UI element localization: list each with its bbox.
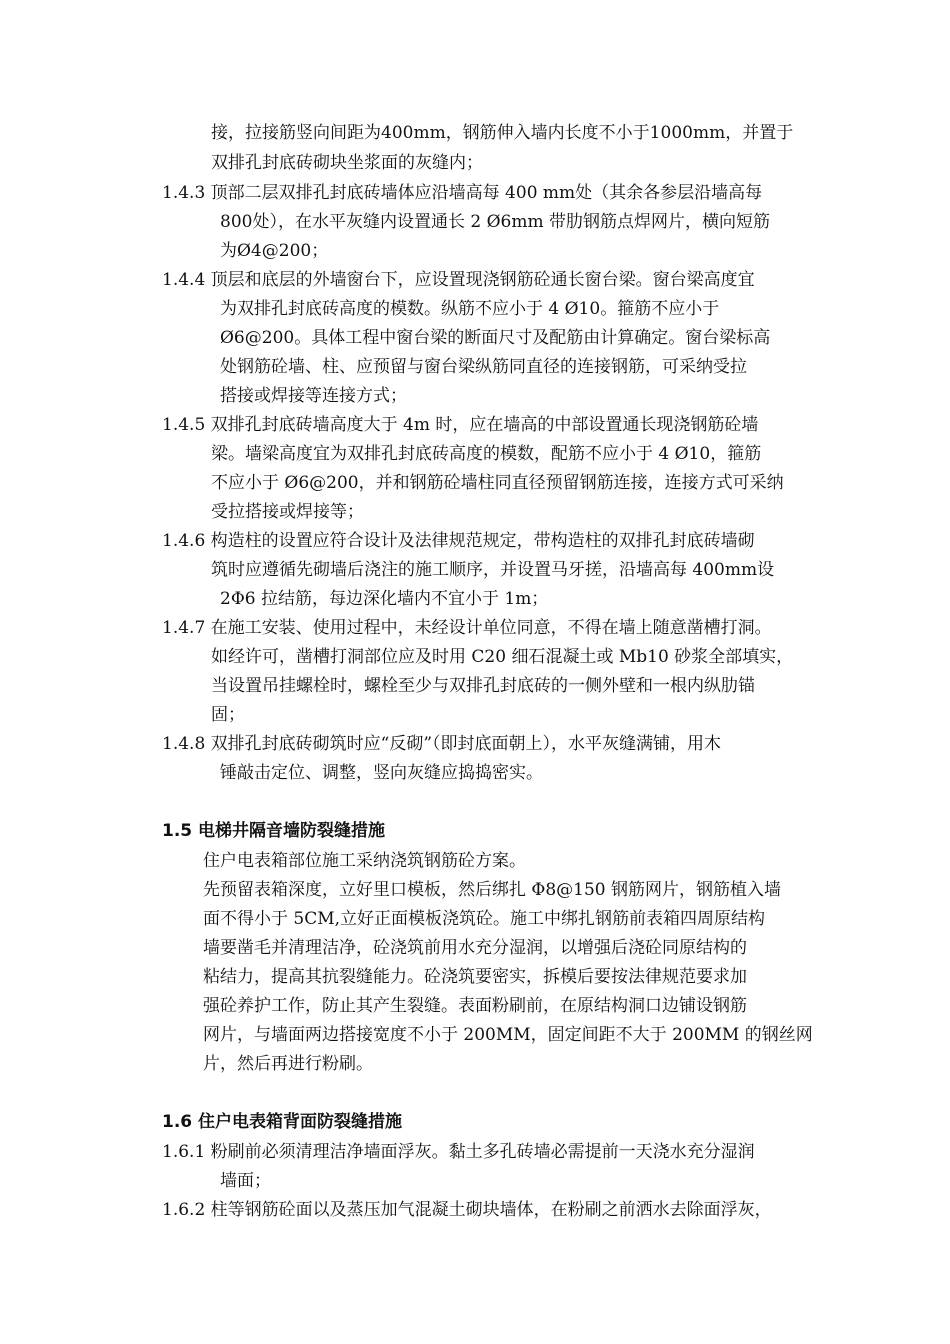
section-heading-1-6: 1.6 住户电表箱背面防裂缝措施 bbox=[162, 1112, 403, 1132]
text-line: 强砼养护工作，防止其产生裂缝。表面粉刷前，在原结构洞口边铺设钢筋 bbox=[203, 996, 747, 1016]
list-item-1-4-8: 1.4.8 双排孔封底砖砌筑时应“反砌”（即封底面朝上），水平灰缝满铺，用木 bbox=[162, 734, 722, 754]
text-line: 网片，与墙面两边搭接宽度不小于 200MM，固定间距不大于 200MM 的钢丝网 bbox=[203, 1025, 813, 1045]
text-line: 双排孔封底砖砌块坐浆面的灰缝内； bbox=[211, 153, 483, 173]
text-line: 接，拉接筋竖向间距为400mm，钢筋伸入墙内长度不小于1000mm，并置于 bbox=[211, 123, 794, 143]
text-line: 如经许可，凿槽打洞部位应及时用 C20 细石混凝土或 Mb10 砂浆全部填实， bbox=[211, 647, 794, 667]
text-line: 面不得小于 5CM,立好正面模板浇筑砼。施工中绑扎钢筋前表箱四周原结构 bbox=[203, 909, 766, 929]
list-item-1-4-3: 1.4.3 顶部二层双排孔封底砖墙体应沿墙高每 400 mm处（其余各参层沿墙高每 bbox=[162, 183, 763, 203]
text-line: 为双排孔封底砖高度的模数。纵筋不应小于 4 Ø10。箍筋不应小于 bbox=[220, 299, 720, 319]
text-line: 2Φ6 拉结筋，每边深化墙内不宜小于 1m； bbox=[220, 589, 549, 609]
text-line: 处钢筋砼墙、柱、应预留与窗台梁纵筋同直径的连接钢筋，可采纳受拉 bbox=[220, 357, 747, 377]
list-item-1-4-7: 1.4.7 在施工安装、使用过程中，未经设计单位同意，不得在墙上随意凿槽打洞。 bbox=[162, 618, 772, 638]
text-line: 搭接或焊接等连接方式； bbox=[220, 386, 407, 406]
list-item-1-6-1: 1.6.1 粉刷前必须清理洁净墙面浮灰。黏土多孔砖墙必需提前一天浇水充分湿润 bbox=[162, 1142, 755, 1162]
text-line: 受拉搭接或焊接等； bbox=[211, 502, 364, 522]
list-item-1-4-4: 1.4.4 顶层和底层的外墙窗台下，应设置现浇钢筋砼通长窗台梁。窗台梁高度宜 bbox=[162, 270, 755, 290]
text-line: 筑时应遵循先砌墙后浇注的施工顺序，并设置马牙搓，沿墙高每 400mm设 bbox=[211, 560, 775, 580]
section-heading-1-5: 1.5 电梯井隔音墙防裂缝措施 bbox=[162, 821, 386, 841]
text-line: 片，然后再进行粉刷。 bbox=[203, 1054, 373, 1074]
text-line: 粘结力，提高其抗裂缝能力。砼浇筑要密实，拆模后要按法律规范要求加 bbox=[203, 967, 747, 987]
text-line: 梁。墙梁高度宜为双排孔封底砖高度的模数，配筋不应小于 4 Ø10，箍筋 bbox=[211, 444, 762, 464]
text-line: 为Ø4@200； bbox=[220, 241, 329, 261]
list-item-1-6-2: 1.6.2 柱等钢筋砼面以及蒸压加气混凝土砌块墙体，在粉刷之前洒水去除面浮灰， bbox=[162, 1200, 772, 1220]
text-line: 墙要凿毛并清理洁净，砼浇筑前用水充分湿润，以增强后浇砼同原结构的 bbox=[203, 938, 747, 958]
text-line: 先预留表箱深度，立好里口模板，然后绑扎 Φ8@150 钢筋网片，钢筋植入墙 bbox=[203, 880, 782, 900]
list-item-1-4-5: 1.4.5 双排孔封底砖墙高度大于 4m 时，应在墙高的中部设置通长现浇钢筋砼墙 bbox=[162, 415, 759, 435]
text-line: 不应小于 Ø6@200，并和钢筋砼墙柱同直径预留钢筋连接，连接方式可采纳 bbox=[211, 473, 784, 493]
list-item-1-4-6: 1.4.6 构造柱的设置应符合设计及法律规范规定，带构造柱的双排孔封底砖墙砌 bbox=[162, 531, 755, 551]
text-line: 锤敲击定位、调整，竖向灰缝应捣捣密实。 bbox=[220, 763, 543, 783]
text-line: 固； bbox=[211, 705, 245, 725]
text-line: 墙面； bbox=[220, 1171, 271, 1191]
text-line: 住户电表箱部位施工采纳浇筑钢筋砼方案。 bbox=[203, 851, 526, 871]
text-line: 800处），在水平灰缝内设置通长 2 Ø6mm 带肋钢筋点焊网片，横向短筋 bbox=[220, 212, 770, 232]
text-line: Ø6@200。具体工程中窗台梁的断面尺寸及配筋由计算确定。窗台梁标高 bbox=[220, 328, 771, 348]
text-line: 当设置吊挂螺栓时，螺栓至少与双排孔封底砖的一侧外壁和一根内纵肋锚 bbox=[211, 676, 755, 696]
